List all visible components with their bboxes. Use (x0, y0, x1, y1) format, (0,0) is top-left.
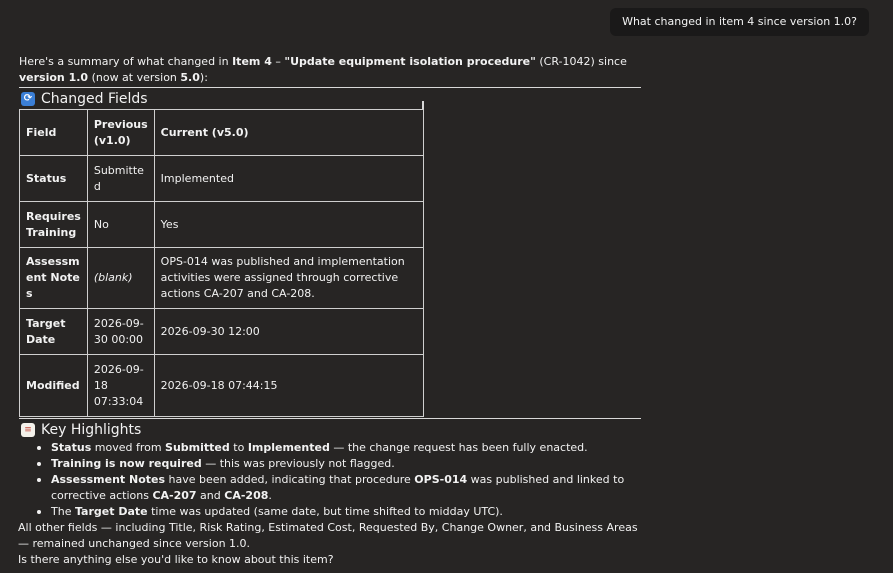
highlight-text: . (268, 489, 272, 502)
highlight-bold-text: CA-208 (224, 489, 269, 502)
cell-previous: (blank) (87, 248, 154, 309)
highlight-item (51, 440, 641, 456)
highlight-bold-text: Status (51, 441, 92, 454)
highlight-bold-text: Target Date (74, 505, 148, 518)
cell-previous: No (87, 202, 154, 248)
table-row (20, 355, 424, 417)
highlight-text: was published and linked to corrective actions (51, 473, 625, 502)
cell-current: Implemented (154, 156, 423, 202)
highlight-text: — this was previously not flagged. (201, 457, 395, 470)
cell-field: Modified (20, 355, 88, 417)
follow-up-question: Is there anything else you'd like to know about this item? (18, 553, 334, 566)
highlight-text: and (196, 489, 225, 502)
changed-fields-title: Changed Fields (41, 91, 148, 107)
highlight-text: to (229, 441, 248, 454)
key-highlights-list (19, 440, 641, 520)
cell-previous: 2026-09-18 07:33:04 (87, 355, 154, 417)
header-field: Field (20, 110, 88, 156)
table-header-row (20, 110, 424, 156)
table-row (20, 309, 424, 355)
cell-previous: Submitted (87, 156, 154, 202)
highlight-text: moved from (91, 441, 166, 454)
cell-current: 2026-09-30 12:00 (154, 309, 423, 355)
highlight-text: — the change request has been fully enacted. (329, 441, 588, 454)
table-row (20, 156, 424, 202)
key-highlights-heading (21, 421, 641, 439)
intro-dash: – (271, 55, 285, 68)
highlight-bold-text: Implemented (247, 441, 330, 454)
memo-icon: ≡ (21, 423, 35, 437)
intro-paragraph (19, 54, 641, 86)
divider (19, 418, 641, 419)
closing-paragraph: All other fields — including Title, Risk Rating, Estimated Cost, Requested By, Change Owner, and Business Areas — remained unchanged since version 1.0. (18, 521, 638, 550)
version-to: 5.0 (180, 71, 200, 84)
key-highlights-title: Key Highlights (41, 422, 142, 438)
intro-text-3: ): (199, 71, 208, 84)
highlight-text: The (51, 505, 75, 518)
highlight-bold-text: CA-207 (152, 489, 197, 502)
cell-field: Target Date (20, 309, 88, 355)
highlight-item (51, 504, 641, 520)
highlight-text: time was updated (same date, but time shifted to midday UTC). (147, 505, 503, 518)
changed-fields-table (19, 109, 424, 417)
cell-field: Assessment Notes (20, 248, 88, 309)
highlight-bold-text: Training is now required (51, 457, 202, 470)
user-message-bubble: What changed in item 4 since version 1.0? (610, 8, 869, 36)
table-row (20, 202, 424, 248)
cell-current: Yes (154, 202, 423, 248)
intro-cr: (CR-1042) since (535, 55, 627, 68)
intro-text-2: (now at version (88, 71, 181, 84)
header-previous: Previous (v1.0) (87, 110, 154, 156)
refresh-icon: ⟳ (21, 92, 35, 106)
highlight-item (51, 456, 641, 472)
cell-field: Requires Training (20, 202, 88, 248)
highlight-bold-text: Assessment Notes (51, 473, 166, 486)
cell-current: 2026-09-18 07:44:15 (154, 355, 423, 417)
version-from: version 1.0 (19, 71, 89, 84)
highlight-bold-text: OPS-014 (414, 473, 468, 486)
cell-current: OPS-014 was published and implementation activities were assigned through corrective actions CA-207 and CA-208. (154, 248, 423, 309)
highlight-text: have been added, indicating that procedure (165, 473, 415, 486)
changed-fields-heading (21, 90, 641, 108)
divider (19, 87, 641, 88)
header-current: Current (v5.0) (154, 110, 423, 156)
item-label: Item 4 (232, 55, 272, 68)
table-row (20, 248, 424, 309)
cell-previous: 2026-09-30 00:00 (87, 309, 154, 355)
assistant-response (19, 54, 641, 568)
intro-text: Here's a summary of what changed in (19, 55, 233, 68)
cell-field: Status (20, 156, 88, 202)
highlight-bold-text: Submitted (165, 441, 230, 454)
highlight-item (51, 472, 641, 504)
item-title: "Update equipment isolation procedure" (284, 55, 536, 68)
